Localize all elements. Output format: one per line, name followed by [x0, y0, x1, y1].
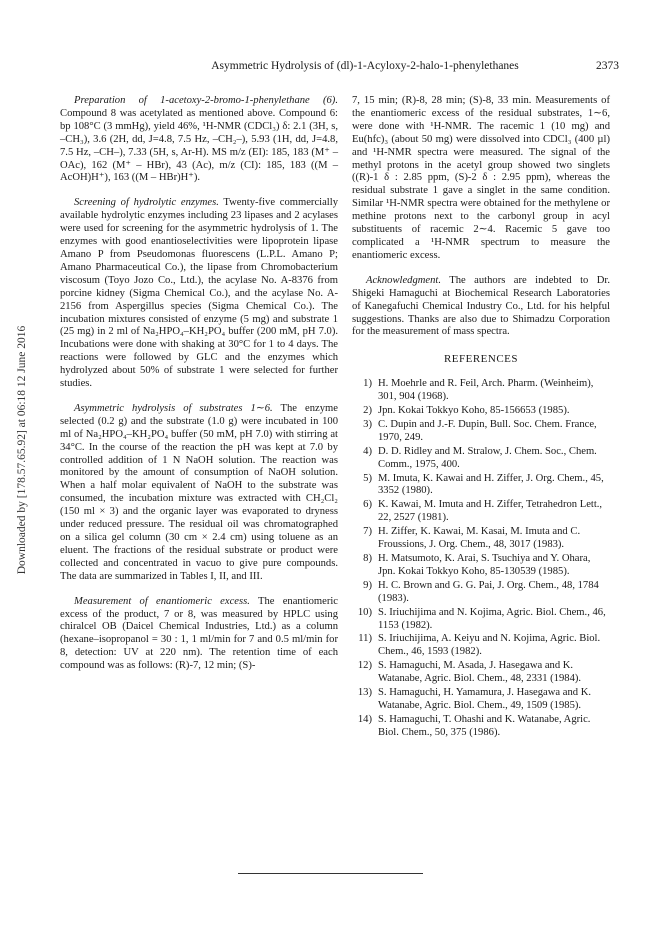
paragraph-screening	[60, 197, 338, 391]
reference-number: 14)	[357, 713, 372, 725]
reference-item	[352, 633, 610, 659]
reference-number: 5)	[363, 472, 372, 484]
reference-text: H. C. Brown and G. G. Pai, J. Org. Chem., 48, 1784 (1983).	[378, 579, 599, 604]
section-heading: Preparation of 1-acetoxy-2-bromo-1-phenylethane (6).	[74, 95, 338, 106]
reference-item	[352, 473, 610, 499]
reference-item	[352, 714, 610, 740]
page-number: 2373	[596, 60, 619, 72]
reference-number: 2)	[363, 405, 372, 417]
references-list	[352, 378, 610, 739]
reference-text: S. Hamaguchi, H. Yamamura, J. Hasegawa and K. Watanabe, Agric. Biol. Chem., 49, 1509 (1985).	[378, 687, 592, 711]
paragraph-acknowledgment	[352, 275, 610, 340]
paragraph-hydrolysis	[60, 403, 338, 584]
reference-text: M. Imuta, K. Kawai and H. Ziffer, J. Org. Chem., 45, 3352 (1980).	[378, 472, 604, 497]
paragraph-measurement	[60, 596, 338, 673]
reference-text: H. Moehrle and R. Feil, Arch. Pharm. (Weinheim), 301, 904 (1968).	[378, 378, 594, 403]
download-note: Downloaded by [178.57.65.92] at 06:18 12 June 2016	[16, 325, 28, 575]
reference-item	[352, 419, 610, 445]
paragraph-text: Compound 8 was acetylated as mentioned above. Compound 6: bp 108°C (3 mmHg), yield 46%, ¹H-NMR (CDCl₃) δ: 2.1 (3H, s, –CH₃), 3.6 (2H, dd, J=4.8, 7.5 Hz, –CH₂–), 5.93 (1H, dd, J=4.8, 7.5 Hz, –CH–), 7.33 (5H, s, Ar-H). MS m/z (EI): 185, 183 (M⁺ – OAc), 162 (M⁺ – HBr), 43 (Ac), m/z (CI): 185, 183 ((M – AcOH)H⁺), 163 ((M – HBr)H⁺).	[60, 107, 338, 184]
download-watermark	[12, 300, 32, 600]
section-heading: Measurement of enantiomeric excess.	[74, 595, 250, 607]
page-header	[110, 60, 619, 76]
reference-text: S. Iriuchijima and N. Kojima, Agric. Biol. Chem., 46, 1153 (1982).	[378, 606, 606, 631]
reference-item	[352, 660, 610, 686]
reference-number: 7)	[363, 526, 372, 538]
reference-item	[352, 687, 610, 713]
reference-text: K. Kawai, M. Imuta and H. Ziffer, Tetrahedron Lett., 22, 2527 (1981).	[378, 499, 603, 524]
reference-number: 3)	[363, 418, 372, 430]
reference-text: Jpn. Kokai Tokkyo Koho, 85-156653 (1985).	[378, 405, 570, 417]
reference-item	[352, 580, 610, 606]
reference-number: 4)	[363, 445, 372, 457]
reference-text: H. Ziffer, K. Kawai, M. Kasai, M. Imuta and C. Froussions, J. Org. Chem., 48, 3017 (1983).	[378, 526, 581, 551]
section-heading: Asymmetric hydrolysis of substrates 1∼6.	[74, 402, 273, 414]
reference-number: 9)	[363, 579, 372, 591]
reference-text: C. Dupin and J.-F. Dupin, Bull. Soc. Chem. France, 1970, 249.	[378, 418, 597, 443]
reference-text: S. Iriuchijima, A. Keiyu and N. Kojima, Agric. Biol. Chem., 46, 1593 (1982).	[378, 633, 601, 658]
reference-item	[352, 405, 610, 418]
reference-text: H. Matsumoto, K. Arai, S. Tsuchiya and Y. Ohara, Jpn. Kokai Tokkyo Koho, 85-130539 (1985).	[378, 553, 591, 577]
reference-text: D. D. Ridley and M. Stralow, J. Chem. Soc., Chem. Comm., 1975, 400.	[378, 445, 597, 470]
reference-text: S. Hamaguchi, T. Ohashi and K. Watanabe, Agric. Biol. Chem., 50, 375 (1986).	[378, 713, 591, 738]
reference-number: 13)	[357, 687, 372, 699]
reference-item	[352, 553, 610, 579]
right-column	[352, 95, 610, 741]
reference-number: 1)	[363, 378, 372, 390]
reference-item	[352, 526, 610, 552]
footer-rule	[238, 873, 423, 874]
paragraph-continuation: 7, 15 min; (R)-8, 28 min; (S)-8, 33 min. Measurements of the enantiomeric excess of the residual substrates, 1∼6, were done with ¹H-NMR. The racemic 1 (10 mg) and Eu(hfc)₃ (about 50 mg) were dissolved into CDCl₃ (400 µl) and ¹H-NMR spectra were measured. The signal of the methyl protons in the acetyl group showed two singlets ((R)-1 δ : 2.85 ppm, (S)-2 δ : 2.95 ppm), whereas the residual substrate 1 gave a singlet in the same condition. Similar ¹H-NMR spectra were obtained for the methylene or methine protons next to the carbonyl group in acyl substituents of racemic 2∼4. Racemic 5 gave too complicated a ¹H-NMR spectrum to measure the enantiomeric excess.	[352, 95, 610, 261]
reference-number: 12)	[357, 660, 372, 672]
paragraph-text: The enantiomeric excess of the product, 7 or 8, was measured by HPLC using chiralcel OB (Daicel Chemical Industries, Ltd.) as a column (hexane–isopropanol = 30 : 1, 1 ml/min for 7 and 0.5 ml/min for 8, detection: UV at 220 nm). The retention time of each compound was as follows: (R)-7, 12 min; (S)-	[60, 595, 338, 672]
reference-number: 6)	[363, 499, 372, 511]
reference-item	[352, 499, 610, 525]
left-column	[60, 95, 338, 685]
paragraph-preparation	[60, 95, 338, 185]
acknowledgment-text: The authors are indebted to Dr. Shigeki Hamaguchi at Biochemical Research Laboratories of Kanegafuchi Chemical Industry Co., Ltd. for his helpful suggestions. Thanks are also due to Shimadzu Corporation for the measurement of mass spectra.	[352, 274, 610, 338]
reference-item	[352, 378, 610, 404]
reference-text: S. Hamaguchi, M. Asada, J. Hasegawa and K. Watanabe, Agric. Biol. Chem., 48, 2331 (1984).	[378, 660, 582, 685]
reference-number: 8)	[363, 553, 372, 564]
reference-number: 10)	[357, 606, 372, 618]
reference-item	[352, 607, 610, 633]
reference-number: 11)	[358, 633, 372, 645]
paragraph-text: The enzyme selected (0.2 g) and the substrate (1.0 g) were incubated in 100 ml of Na₂HPO₄–KH₂PO₄ buffer (50 mM, pH 7.0) with stirring at 34°C. In the course of the reaction the pH was kept at 7.0 by controlled addition of 1 N NaOH solution. The reaction was monitored by the amount of consumption of NaOH solution. When a half molar equivalent of NaOH to the substrate was consumed, the incubation mixture was extracted with CH₂Cl₂ (150 ml × 3) and the organic layer was evaporated to dryness under reduced pressure. The residual oil was chromatographed on a silica gel column (30 cm × 2.4 cm) using toluene as an eluent. The fractions of the residual substrate or product were collected and concentrated in vacuo to give pure compounds. The data are summarized in Tables I, II, and III.	[60, 402, 338, 582]
paragraph-text: Twenty-five commercially available hydrolytic enzymes including 23 lipases and 2 acylases were used for screening for the asymmetric hydrolysis of 1. The enzymes with good enantioselectivities were lipoprotein lipase Amano P from Pseudomonas fluorescens (L.P.L. Amano P; Amano Pharmaceutical Co.), the lipase from Chromobacterium viscosum (Toyo Jozo Co., Ltd.), the acylase No. A-8376 from porcine kidney (Sigma Chemical Co.), and the acylase No. A-2156 from Aspergillus species (Sigma Chemical Co.). The incubation mixtures consisted of enzyme (5 mg) and substrate 1 (25 mg) in 2 ml of Na₂HPO₄–KH₂PO₄ buffer (200 mM, pH 7.0). Incubations were done with shaking at 30°C for 1 to 4 days. The reactions were followed by GLC and the enzymes which hydrolyzed about 50% of substrate 1 were selected for further studies.	[60, 197, 338, 390]
acknowledgment-heading: Acknowledgment.	[366, 274, 442, 286]
running-title: Asymmetric Hydrolysis of (dl)-1-Acyloxy-2-halo-1-phenylethanes	[211, 60, 519, 72]
reference-item	[352, 446, 610, 472]
section-heading: Screening of hydrolytic enzymes.	[74, 197, 219, 209]
references-heading: REFERENCES	[443, 353, 519, 366]
